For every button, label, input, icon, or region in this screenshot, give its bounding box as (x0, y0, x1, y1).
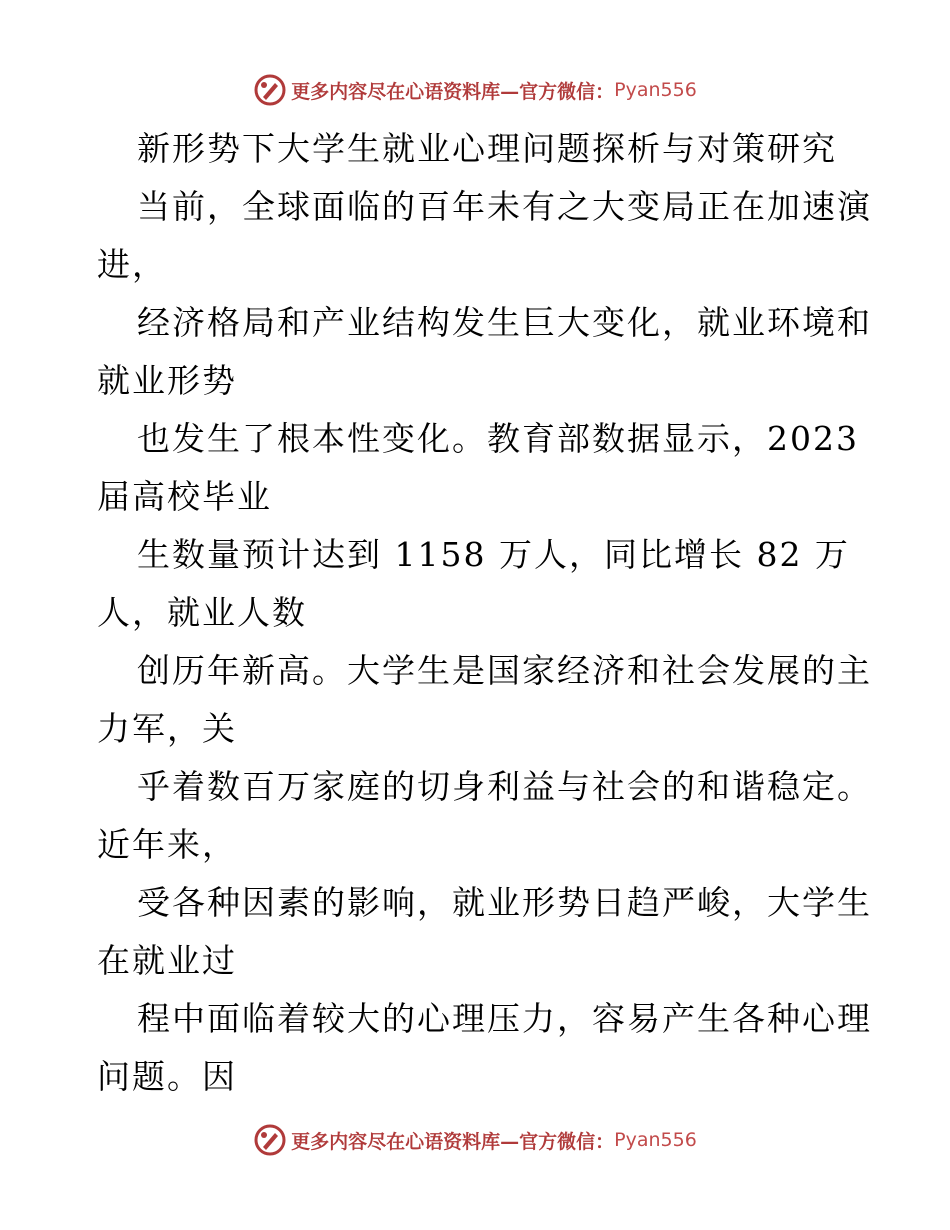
banner-text: 更多内容尽在心语资料库—官方微信： (291, 1130, 615, 1153)
text-line: 人，就业人数 (97, 593, 307, 632)
banner-wechat-id: Pyan556 (614, 79, 697, 101)
text-line: 力军，关 (97, 709, 237, 748)
text-line: 经济格局和产业结构发生巨大变化，就业环境和 (137, 303, 872, 342)
text-line: 近年来， (97, 825, 237, 864)
document-body (97, 120, 872, 1106)
text-line: 乎着数百万家庭的切身利益与社会的和谐稳定。 (137, 767, 872, 806)
text-line: 程中面临着较大的心理压力，容易产生各种心理 (137, 999, 872, 1038)
text-line: 受各种因素的影响，就业形势日趋严峻，大学生 (137, 883, 872, 922)
logo-icon (253, 73, 287, 107)
document-title: 新形势下大学生就业心理问题探析与对策研究 (137, 129, 837, 168)
banner-wechat-id: Pyan556 (614, 1129, 697, 1151)
banner-text: 更多内容尽在心语资料库—官方微信： (291, 80, 615, 103)
text-line: 问题。因 (97, 1057, 237, 1096)
header-banner (0, 70, 950, 110)
logo-icon (253, 1123, 287, 1157)
text-line: 也发生了根本性变化。教育部数据显示，2023 (137, 419, 859, 458)
text-line: 在就业过 (97, 941, 237, 980)
text-line: 当前，全球面临的百年未有之大变局正在加速演 (137, 187, 872, 226)
text-line: 进， (97, 245, 167, 284)
text-line: 生数量预计达到 1158 万人，同比增长 82 万 (137, 535, 850, 574)
footer-banner (0, 1120, 950, 1160)
text-line: 创历年新高。大学生是国家经济和社会发展的主 (137, 651, 872, 690)
text-line: 届高校毕业 (97, 477, 272, 516)
text-line: 就业形势 (97, 361, 237, 400)
